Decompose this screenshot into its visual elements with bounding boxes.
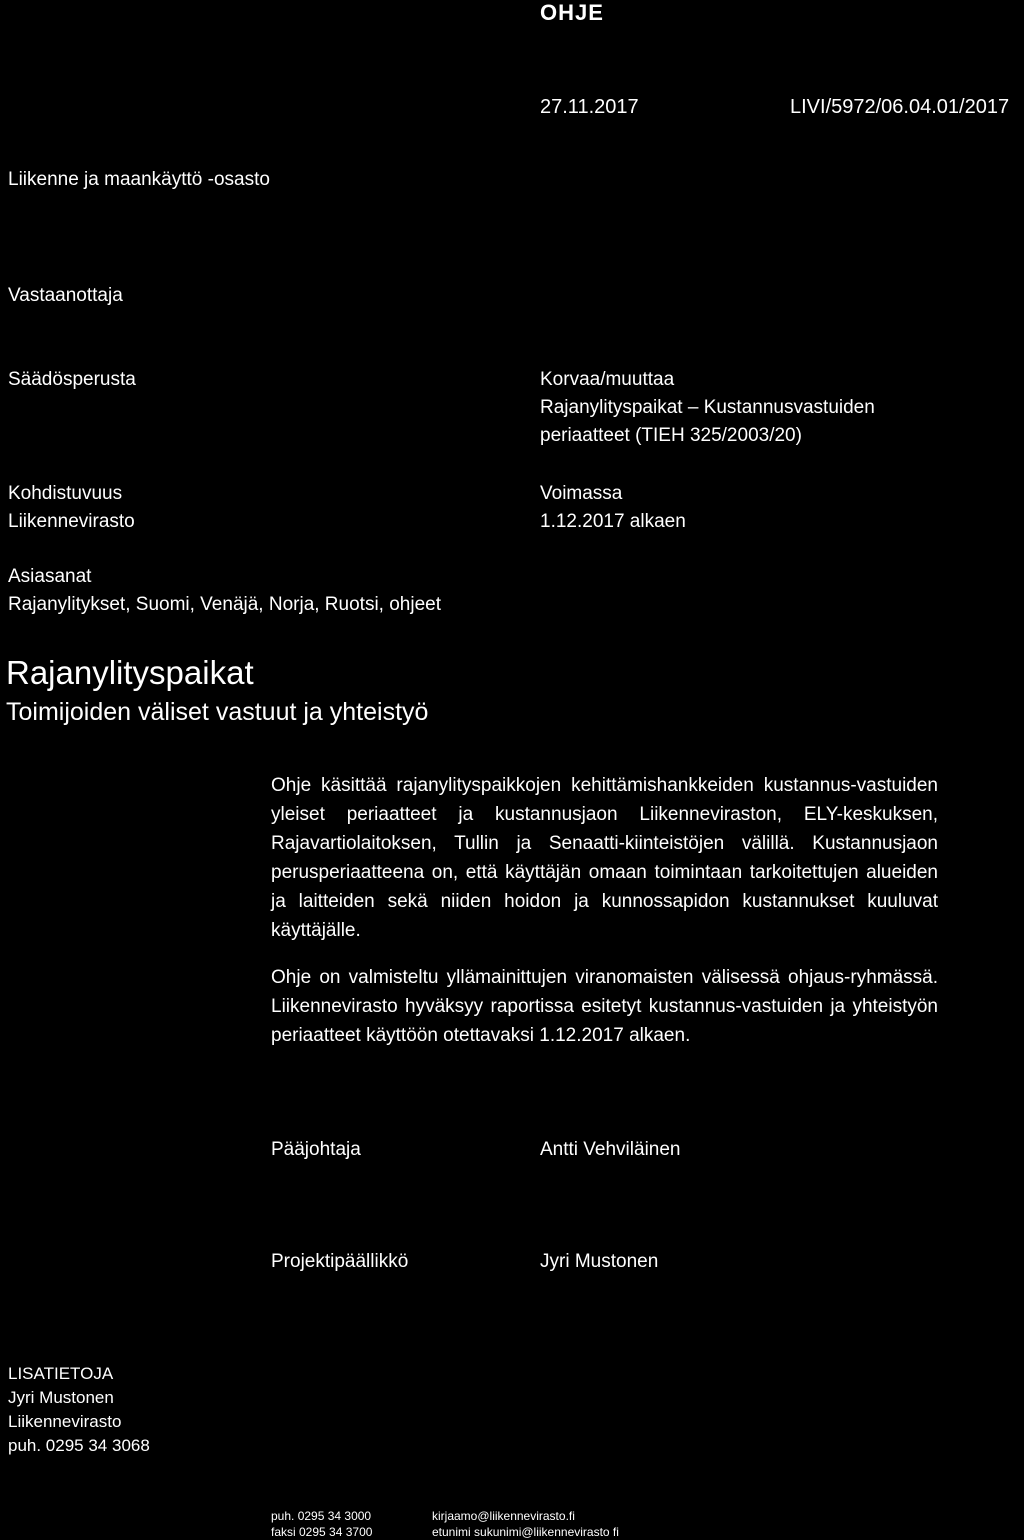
target-value: Liikennevirasto [8,511,135,532]
contact-block [8,1362,150,1458]
footer-fax: faksi 0295 34 3700 [271,1525,373,1539]
validity-label: Voimassa [540,483,623,504]
keywords-label: Asiasanat [8,566,92,587]
signatory-name-2: Jyri Mustonen [540,1251,659,1272]
replaces-block [540,366,875,450]
document-subtitle: Toimijoiden väliset vastuut ja yhteistyö [6,698,429,726]
keywords-value: Rajanylitykset, Suomi, Venäjä, Norja, Ruotsi, ohjeet [8,594,441,615]
keywords-block [8,563,441,619]
contact-phone: puh. 0295 34 3068 [8,1436,150,1455]
replaces-line-1: Rajanylityspaikat – Kustannusvastuiden [540,397,875,418]
department: Liikenne ja maankäyttö -osasto [8,169,270,190]
footer-email-format: etunimi sukunimi@liikennevirasto fi [432,1525,619,1539]
target-block [8,480,135,536]
document-date: 27.11.2017 [540,96,639,118]
validity-value: 1.12.2017 alkaen [540,511,686,532]
contact-organization: Liikennevirasto [8,1412,122,1431]
signatory-name-1: Antti Vehviläinen [540,1139,681,1160]
legal-basis-label: Säädösperusta [8,369,136,390]
replaces-line-2: periaatteet (TIEH 325/2003/20) [540,425,802,446]
body-paragraph-1: Ohje käsittää rajanylityspaikkojen kehittämishankkeiden kustannus-vastuiden yleiset periaatteet ja kustannusjaon Liikenneviraston, ELY-keskuksen, Rajavartiolaitoksen, Tullin ja Senaatti-kiinteistöjen välillä. Kustannusjaon perusperiaatteena on, että käyttäjän omaan toimintaan tarkoitettujen alueiden ja laitteiden sekä niiden hoidon ja kunnossapidon kustannukset kuuluvat käyttäjälle. [271,775,938,941]
document-type: OHJE [540,0,604,25]
signatory-title-1: Pääjohtaja [271,1139,361,1160]
contact-name: Jyri Mustonen [8,1388,114,1407]
contact-heading: LISATIETOJA [8,1364,114,1383]
replaces-label: Korvaa/muuttaa [540,369,675,390]
recipient-label: Vastaanottaja [8,285,123,306]
body-paragraph-2: Ohje on valmisteltu yllämainittujen viranomaisten välisessä ohjaus-ryhmässä. Liikennevirasto hyväksyy raportissa esitetyt kustannus-vastuiden ja yhteistyön periaatteet käyttöön otettavaksi 1.12.2017 alkaen. [271,967,938,1046]
document-number: LIVI/5972/06.04.01/2017 [790,96,1010,118]
document-title: Rajanylityspaikat [6,654,254,691]
target-label: Kohdistuvuus [8,483,123,504]
footer-email: kirjaamo@liikennevirasto.fi [432,1509,575,1523]
validity-block [540,480,686,536]
footer-phones [271,1508,372,1540]
footer-emails [432,1508,619,1540]
footer-phone: puh. 0295 34 3000 [271,1509,372,1523]
signatory-title-2: Projektipäällikkö [271,1251,409,1272]
